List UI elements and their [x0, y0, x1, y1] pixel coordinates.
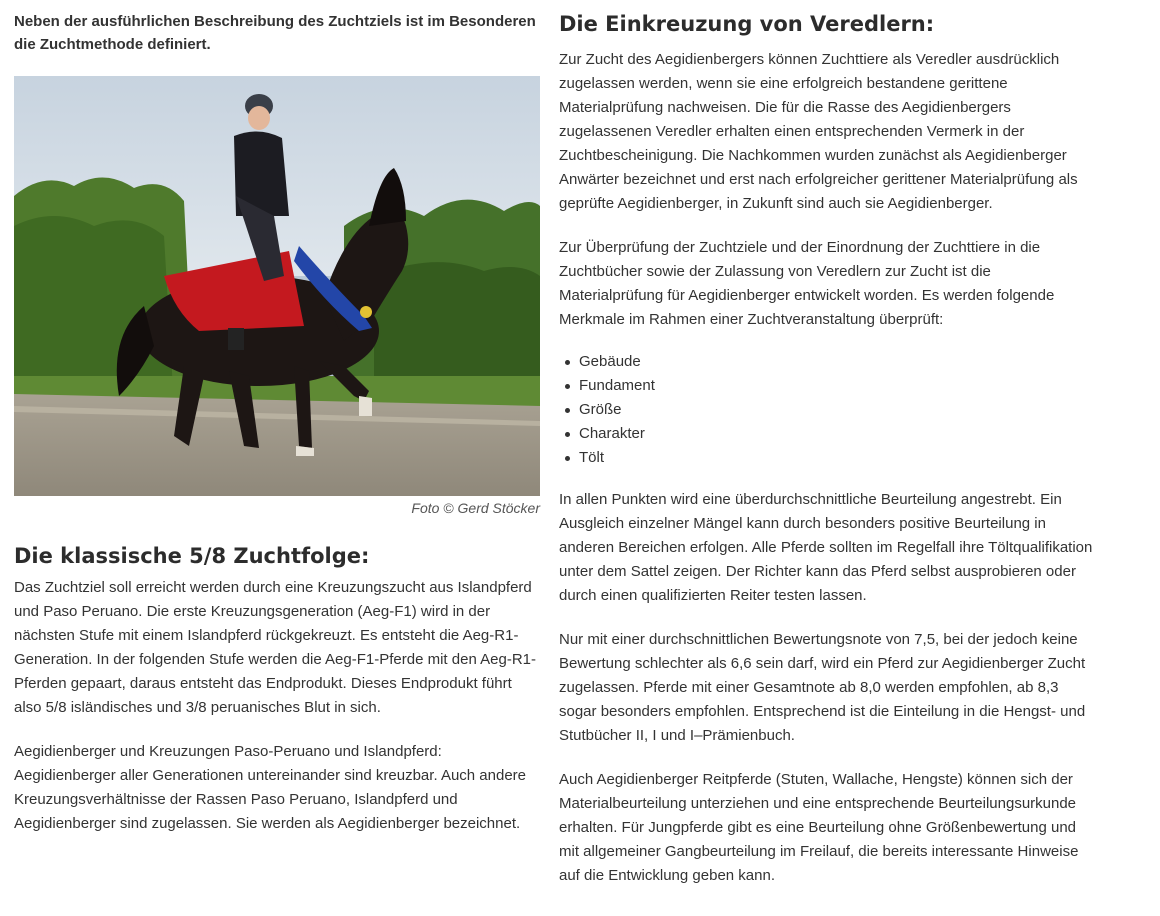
list-item: Fundament [559, 374, 1099, 398]
bullet-icon [565, 408, 570, 413]
veredler-heading: Die Einkreuzung von Veredlern: [559, 12, 935, 36]
reitpferde-paragraph: Auch Aegidienberger Reitpferde (Stuten, Wallache, Hengste) können sich der Materialbeurteilung unterziehen und eine entsprechende Beurteilungsurkunde erhalten. Für Jungpferde gibt es eine Beurteilung ohne Größenbewertung und mit allgemeiner Gangbeurteilung im Freilauf, die bereits interessante Hinweise auf die Entwicklung geben kann. [559, 771, 1079, 884]
zuchtfolge-paragraph-2: Aegidienberger und Kreuzungen Paso-Peruano und Islandpferd: Aegidienberger aller Generationen untereinander sind kreuzbar. Auch andere Kreuzungsverhältnisse der Rassen Paso Peruano, Islandpferd und Aegidienberger sind zugelassen. Sie werden als Aegidienberger bezeichnet. [14, 743, 527, 832]
photo-caption: Foto © Gerd Stöcker [411, 500, 540, 516]
right-column [559, 0, 1099, 888]
left-column [14, 0, 540, 836]
zuchtfolge-paragraph-1: Das Zuchtziel soll erreicht werden durch eine Kreuzungszucht aus Islandpferd und Paso Peruano. Die erste Kreuzungsgeneration (Aeg-F1) wird in der nächsten Stufe mit einem Islandpferd rückgekreuzt. Es entsteht die Aeg-R1-Generation. In der folgenden Stufe werden die Aeg-F1-Pferde mit den Aeg-R1-Pferden gepaart, daraus entsteht das Endprodukt. Dieses Endprodukt führt also 5/8 isländisches und 3/8 peruanisches Blut in sich. [14, 579, 536, 716]
bullet-icon [565, 456, 570, 461]
rider-horse-photo [14, 76, 540, 496]
bullet-icon [565, 432, 570, 437]
veredler-paragraph-1: Zur Zucht des Aegidienbergers können Zuchttiere als Veredler ausdrücklich zugelassen werden, wenn sie eine erfolgreich bestandene gerittene Materialprüfung nachweisen. Die für die Rasse des Aegidienbergers zugelassenen Veredler erhalten einen entsprechenden Vermerk in der Zuchtbescheinigung. Die Nachkommen wurden zunächst als Aegidienberger Anwärter bezeichnet und erst nach erfolgreicher gerittener Materialprüfung als geprüfte Aegidienberger, in Zukunft sind auch sie Aegidienberger. [559, 51, 1078, 212]
bullet-icon [565, 384, 570, 389]
list-item: Tölt [559, 446, 1099, 470]
bewertungsnote-paragraph: Nur mit einer durchschnittlichen Bewertungsnote von 7,5, bei der jedoch keine Bewertung schlechter als 6,6 sein darf, wird ein Pferd zur Aegidienberger Zucht zugelassen. Pferde mit einer Gesamtnote ab 8,0 werden empfohlen, ab 8,3 sogar besonders empfohlen. Entsprechend ist die Einteilung in die Hengst- und Stutbücher II, I und I–Prämienbuch. [559, 631, 1086, 744]
beurteilung-paragraph: In allen Punkten wird eine überdurchschnittliche Beurteilung angestrebt. Ein Ausgleich einzelner Mängel kann durch besonders positive Beurteilung in anderen Bereichen erfolgen. Alle Pferde sollten im Regelfall ihre Töltqualifikation unter dem Sattel zeigen. Der Richter kann das Pferd selbst ausprobieren oder durch einen qualifizierten Reiter testen lassen. [559, 491, 1093, 604]
traits-list [559, 350, 1099, 470]
intro-text: Neben der ausführlichen Beschreibung des Zuchtziels ist im Besonderen die Zuchtmethode definiert. [14, 13, 536, 53]
list-item: Größe [559, 398, 1099, 422]
list-item: Charakter [559, 422, 1099, 446]
list-item: Gebäude [559, 350, 1099, 374]
zuchtfolge-heading: Die klassische 5/8 Zuchtfolge: [14, 544, 370, 568]
bullet-icon [565, 360, 570, 365]
veredler-paragraph-2: Zur Überprüfung der Zuchtziele und der Einordnung der Zuchttiere in die Zuchtbücher sowie der Zulassung von Veredlern zur Zucht ist die Materialprüfung für Aegidienberger entwickelt worden. Es werden folgende Merkmale im Rahmen einer Zuchtveranstaltung überprüft: [559, 239, 1055, 328]
